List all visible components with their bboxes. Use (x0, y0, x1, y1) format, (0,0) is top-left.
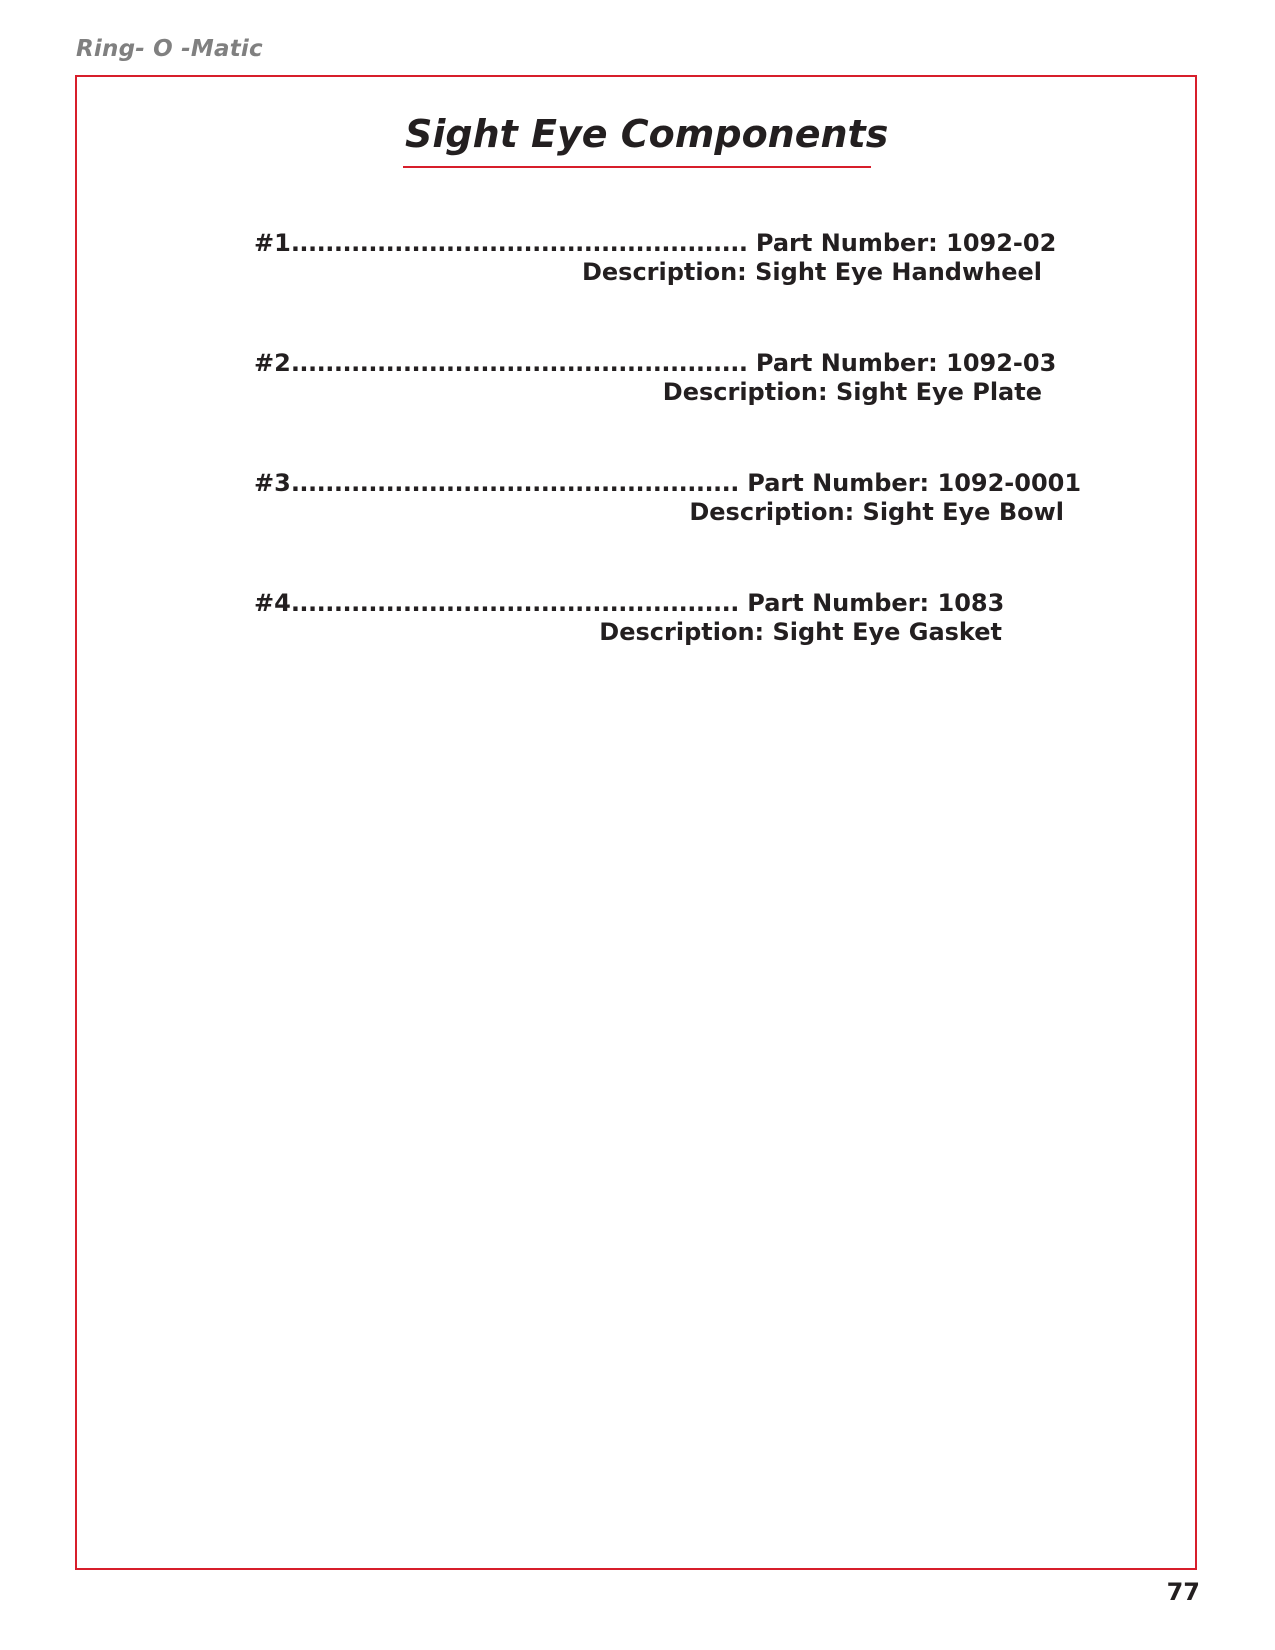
part-number: Part Number: 1092-02 (755, 229, 1057, 257)
part-description: Description: Sight Eye Handwheel (581, 258, 1042, 286)
part-index: #3 (254, 469, 291, 497)
part-description: Description: Sight Eye Gasket (599, 618, 1002, 646)
part-index: #4 (254, 589, 291, 617)
title-underline (403, 166, 871, 168)
part-description: Description: Sight Eye Plate (662, 378, 1042, 406)
part-number: Part Number: 1092-0001 (747, 469, 1082, 497)
page-title: Sight Eye Components (405, 112, 889, 156)
part-line (254, 588, 1004, 618)
part-description: Description: Sight Eye Bowl (689, 498, 1064, 526)
page-number: 77 (1166, 1578, 1200, 1606)
part-line (254, 228, 1056, 258)
page-frame (75, 75, 1197, 1570)
part-line (254, 348, 1056, 378)
part-number: Part Number: 1092-03 (755, 349, 1057, 377)
part-index: #1 (254, 229, 291, 257)
dot-leader: ..................................................... (290, 229, 748, 257)
dot-leader: .................................................... (290, 589, 739, 617)
brand-name: Ring- O -Matic (76, 36, 263, 62)
dot-leader: .................................................... (290, 469, 739, 497)
part-index: #2 (254, 349, 291, 377)
dot-leader: ..................................................... (290, 349, 748, 377)
part-line (254, 468, 1081, 498)
part-number: Part Number: 1083 (747, 589, 1005, 617)
